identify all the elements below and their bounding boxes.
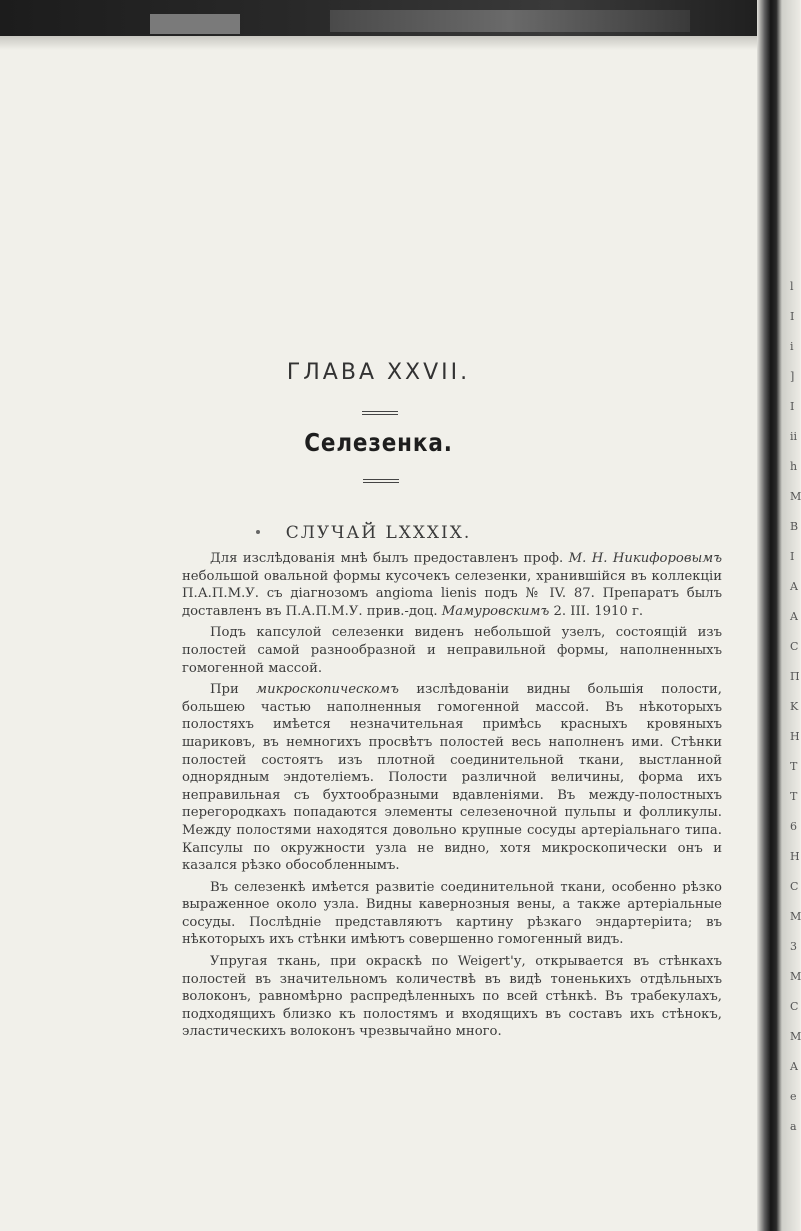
paragraph bbox=[182, 624, 722, 677]
italic-name: Мамуровскимъ bbox=[441, 603, 550, 619]
edge-letter: H bbox=[790, 730, 800, 743]
edge-letter: I bbox=[790, 310, 795, 323]
text-span: 2. III. 1910 г. bbox=[549, 603, 644, 619]
edge-letter: M bbox=[790, 970, 801, 983]
edge-letter: M bbox=[790, 910, 801, 923]
edge-letter: M bbox=[790, 490, 801, 503]
edge-letter: A bbox=[790, 580, 798, 593]
text-span: Упругая ткань, при окраскѣ по Weigert'у, открывается въ стѣнкахъ полостей въ значительномъ количествѣ въ видѣ тоненькихъ отдѣльныхъ волоконъ, равномѣрно распредѣленныхъ по всей стѣнкѣ. Въ трабекулахъ, подходящихъ близко къ полостямъ и входящихъ въ составъ ихъ стѣнокъ, эластическихъ волоконъ чрезвычайно много. bbox=[182, 954, 722, 1040]
edge-letter: 6 bbox=[790, 820, 797, 833]
edge-letter: B bbox=[790, 520, 799, 533]
paragraph bbox=[182, 879, 722, 949]
paragraph bbox=[182, 550, 722, 620]
paragraph bbox=[182, 681, 722, 875]
paragraph bbox=[182, 953, 722, 1041]
text-span: Подъ капсулой селезенки виденъ небольшой узелъ, состоящій изъ полостей самой разнообразной и неправильной формы, наполненныхъ гомогенной массой. bbox=[182, 625, 722, 676]
edge-letter: e bbox=[790, 1090, 797, 1103]
ornament-rule bbox=[362, 411, 398, 415]
case-heading: СЛУЧАЙ LXXXIX. bbox=[285, 523, 472, 543]
next-page-edge-letters bbox=[790, 0, 800, 1231]
body-text bbox=[182, 550, 722, 1041]
edge-letter: C bbox=[790, 880, 799, 893]
edge-letter: H bbox=[790, 850, 800, 863]
edge-letter: 3 bbox=[790, 940, 797, 953]
edge-letter: ii bbox=[790, 430, 798, 443]
edge-letter: A bbox=[790, 610, 798, 623]
text-span: небольшой овальной формы кусочекъ селезенки, хранившійся въ коллекціи П.А.П.М.У. съ діагнозомъ angioma lienis подъ № IV. 87. Препаратъ былъ доставленъ въ П.А.П.М.У. прив.-доц. bbox=[182, 568, 722, 619]
edge-letter: i bbox=[790, 340, 794, 353]
page-title: Селезенка. bbox=[304, 428, 453, 457]
edge-letter: A bbox=[790, 1060, 798, 1073]
text-span: изслѣдованіи видны большія полости, большею частью наполненныя гомогенной массой. Въ нѣкоторыхъ полостяхъ имѣется незначительная примѣсь красныхъ кровяныхъ шариковъ, въ немногихъ просвѣтъ полостей весь наполненъ ими. Стѣнки полостей состоятъ изъ плотной соединительной ткани, выстланной однорядным эндотеліемъ. Полости различной величины, форма ихъ неправильная съ бухтообразными вдавленіями. Въ между-полостныхъ перегородкахъ попадаются элементы селезеночной пульпы и фолликулы. Между полостями находятся довольно крупные сосуды артеріальнаго типа. Капсулы по окружности узла не видно, хотя микроскопически онъ и казался рѣзко обособленнымъ. bbox=[182, 682, 722, 874]
edge-letter: T bbox=[790, 790, 798, 803]
chapter-heading: ГЛАВА XXVII. bbox=[286, 360, 471, 385]
edge-letter: a bbox=[790, 1120, 797, 1133]
edge-letter: C bbox=[790, 1000, 799, 1013]
edge-letter: h bbox=[790, 460, 798, 473]
edge-letter: T bbox=[790, 760, 798, 773]
edge-letter: l bbox=[790, 280, 794, 293]
edge-letter: I bbox=[790, 550, 795, 563]
edge-letter: П bbox=[790, 670, 800, 683]
edge-letter: M bbox=[790, 1030, 801, 1043]
ornament-rule bbox=[363, 479, 399, 483]
edge-letter: C bbox=[790, 640, 799, 653]
edge-letter: K bbox=[790, 700, 799, 713]
edge-letter: I bbox=[790, 400, 795, 413]
edge-letter: ] bbox=[790, 370, 795, 383]
text-span: Въ селезенкѣ имѣется развитіе соединительной ткани, особенно рѣзко выраженное около узла. Видны кавернозныя вены, а также артеріальные сосуды. Послѣдніе представляютъ картину рѣзкаго эндартеріита; въ нѣкоторыхъ ихъ стѣнки имѣютъ совершенно гомогенный видъ. bbox=[182, 879, 722, 948]
italic-name: М. Н. Никифоровымъ bbox=[568, 551, 722, 566]
text-span: Для изслѣдованія мнѣ былъ предоставленъ проф. bbox=[210, 551, 569, 566]
text-span: При bbox=[210, 682, 257, 698]
italic-term: микроскопическомъ bbox=[256, 682, 399, 698]
